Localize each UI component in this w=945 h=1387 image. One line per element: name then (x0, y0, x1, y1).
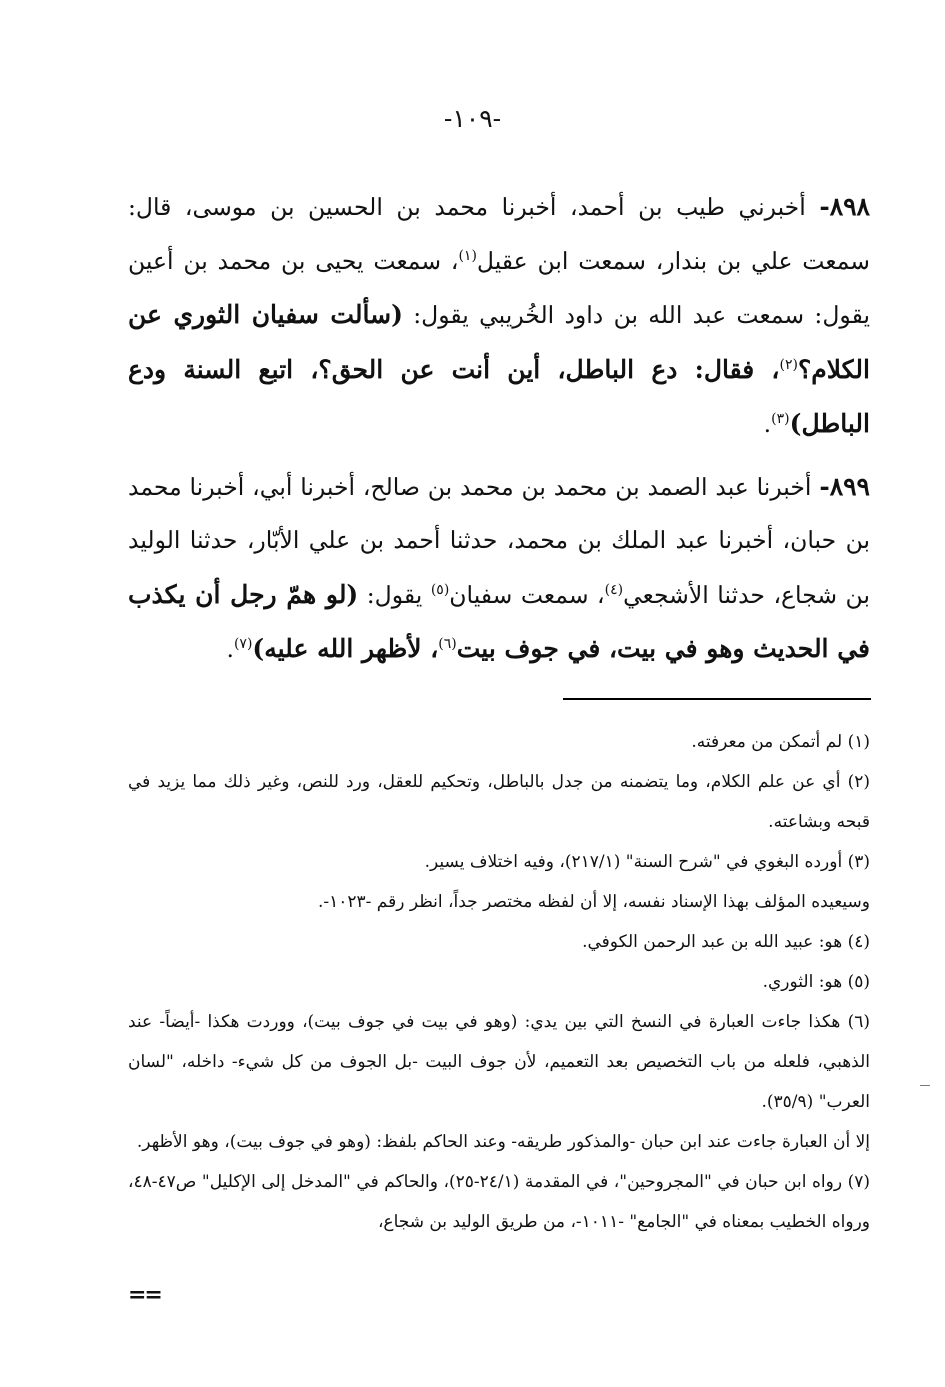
entry-number: ٨٩٩- (819, 471, 870, 501)
entry-text: ، سمعت يحيى بن محمد بن أعين يقول: سمعت عبد الله بن داود الخُريبي يقول: (128, 246, 870, 329)
footnote-ref: (١) (458, 247, 477, 264)
footnote-1: (١) لم أتمكن من معرفته. (691, 732, 870, 752)
quotation: ، فقال: دع الباطل، أين أنت عن الحق؟، اتبع السنة ودع الباطل) (128, 354, 870, 438)
footnote-ref: (٥) (430, 581, 450, 598)
footnote-7: (٧) رواه ابن حبان في "المجروحين"، في المقدمة (٢٤/١-٢٥)، والحاكم في "المدخل إلى الإكليل" ص٤٧-٤٨، ورواه الخطيب بمعناه في "الجامع" -١٠١١-، من طريق الوليد بن شجاع، (128, 1172, 870, 1232)
footnote-4: (٤) هو: عبيد الله بن عبد الرحمن الكوفي. (582, 932, 870, 952)
entry-text: أخبرنا عبد الصمد بن محمد بن محمد بن صالح، أخبرنا أبي، أخبرنا محمد بن حبان، أخبرنا عبد الملك بن محمد، حدثنا أحمد بن علي الأبّار، حدثنا الوليد بن شجاع، حدثنا الأشجعي (128, 472, 870, 609)
footnote-separator (563, 698, 871, 700)
entry-end: . (763, 410, 772, 438)
quotation: ، لأظهر الله عليه) (252, 634, 439, 663)
quotation: (لو همّ رجل أن يكذب في الحديث وهو في بيت، في جوف بيت (128, 579, 870, 663)
entry-899 (128, 460, 870, 677)
entry-text: يقول: (358, 580, 431, 609)
entry-text: ، سمعت سفيان (449, 580, 605, 609)
footnote-ref: (٢) (779, 356, 798, 373)
entry-text: أخبرني طيب بن أحمد، أخبرنا محمد بن الحسين بن موسى، قال: سمعت علي بن بندار، سمعت ابن عقيل (128, 193, 870, 275)
entry-number: ٨٩٨- (819, 192, 870, 221)
page-number: -١٠٩- (443, 104, 502, 133)
footnote-ref: (٣) (771, 411, 790, 428)
footnote-2: (٢) أي عن علم الكلام، وما يتضمنه من جدل بالباطل، وتحكيم للعقل، ورد للنص، وغير ذلك مما يزيد في قبحه وبشاعته. (128, 772, 870, 832)
footnote-5: (٥) هو: الثوري. (762, 972, 870, 992)
footnote-3-continuation: وسيعيده المؤلف بهذا الإسناد نفسه، إلا أن لفظه مختصر جداً، انظر رقم -١٠٢٣-. (317, 892, 870, 912)
entry-898 (128, 180, 870, 452)
footnote-6: (٦) هكذا جاءت العبارة في النسخ التي بين يدي: (وهو في بيت في جوف بيت)، ووردت هكذا -أيضاً- عند الذهبي، فلعله من باب التخصيص بعد التعميم، لأن جوف البيت -بل الجوف من كل شيء- داخله، "لسان العرب" (٣٥/٩). (128, 1012, 870, 1112)
continuation-mark: == (128, 1282, 161, 1308)
footnote-6-continuation: إلا أن العبارة جاءت عند ابن حبان -والمذكور طريقه- وعند الحاكم بلفظ: (وهو في جوف بيت)، وهو الأظهر. (136, 1132, 870, 1152)
quotation: (سألت سفيان الثوري عن الكلام؟ (128, 300, 870, 384)
footnote-ref: (٧) (233, 636, 253, 653)
footnote-ref: (٦) (438, 636, 457, 653)
footnotes (128, 722, 870, 1242)
main-text (128, 180, 870, 677)
margin-mark (920, 1085, 930, 1086)
footnote-3: (٣) أورده البغوي في "شرح السنة" (٢١٧/١)، وفيه اختلاف يسير. (424, 852, 870, 872)
entry-end: . (226, 635, 234, 663)
footnote-ref: (٤) (604, 581, 624, 598)
